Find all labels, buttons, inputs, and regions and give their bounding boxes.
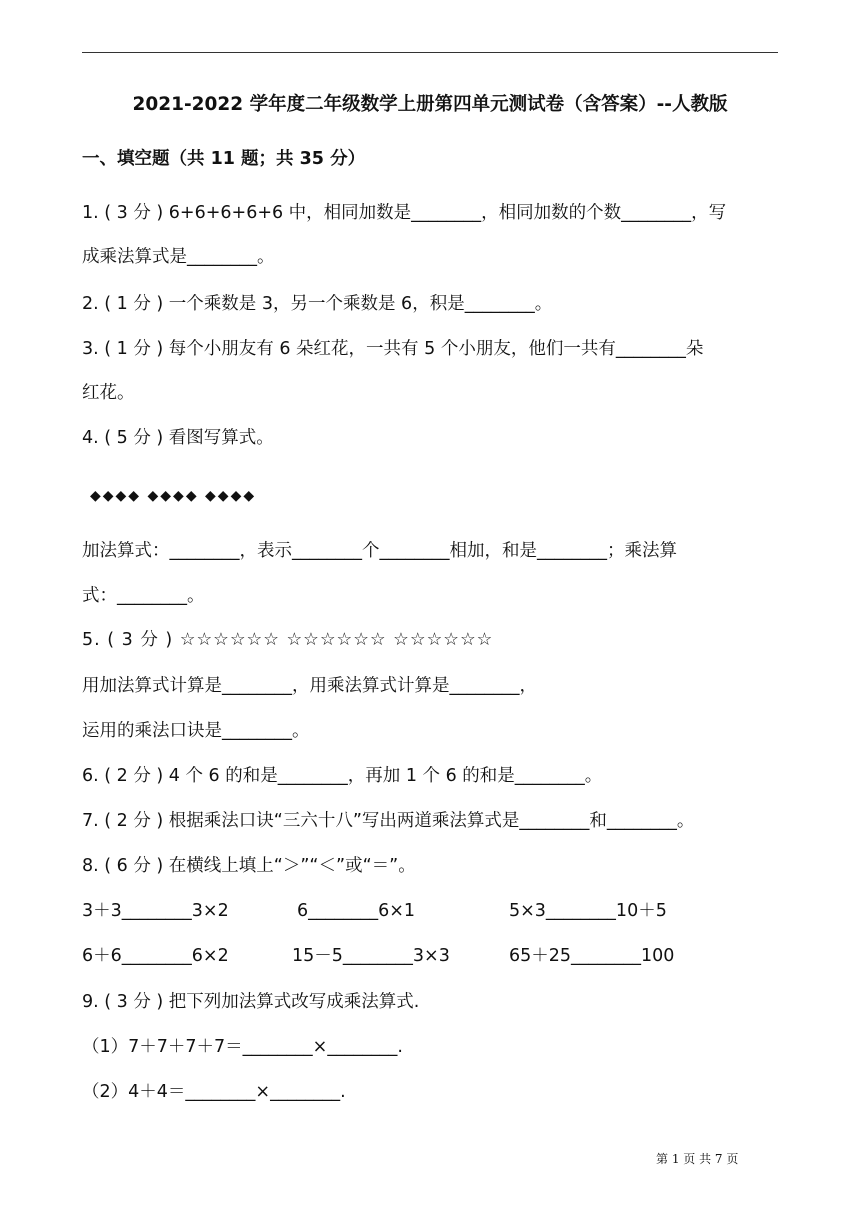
question-4: 4. ( 5 分 ) 看图写算式。 bbox=[82, 428, 274, 448]
question-8-item: 6________6×1 bbox=[297, 901, 416, 921]
question-1-line-1: 1. ( 3 分 ) 6+6+6+6+6 中，相同加数是________，相同加数的个数________，写 bbox=[82, 203, 727, 223]
question-9-part-1: （1）7＋7＋7＋7＝________×________. bbox=[82, 1037, 403, 1057]
question-3-line-1: 3. ( 1 分 ) 每个小朋友有 6 朵红花，一共有 5 个小朋友，他们一共有________朵 bbox=[82, 339, 704, 359]
question-9: 9. ( 3 分 ) 把下列加法算式改写成乘法算式. bbox=[82, 992, 420, 1012]
question-2: 2. ( 1 分 ) 一个乘数是 3，另一个乘数是 6，积是________。 bbox=[82, 294, 553, 314]
section-heading: 一、填空题（共 11 题；共 35 分） bbox=[82, 149, 366, 169]
question-8-item: 3＋3________3×2 bbox=[82, 901, 229, 921]
question-8-item: 5×3________10＋5 bbox=[509, 901, 667, 921]
question-8: 8. ( 6 分 ) 在横线上填上“＞”“＜”或“＝”。 bbox=[82, 856, 416, 876]
question-6: 6. ( 2 分 ) 4 个 6 的和是________，再加 1 个 6 的和是________。 bbox=[82, 766, 603, 786]
question-4-line-1: 加法算式：________，表示________个________相加，和是________；乘法算 bbox=[82, 541, 677, 561]
question-8-item: 6＋6________6×2 bbox=[82, 946, 229, 966]
question-4-line-2: 式：________。 bbox=[82, 586, 205, 606]
question-5-line-1: 用加法算式计算是________，用乘法算式计算是________， bbox=[82, 676, 537, 696]
question-5: 5. ( 3 分 ) ☆☆☆☆☆☆ ☆☆☆☆☆☆ ☆☆☆☆☆☆ bbox=[82, 630, 494, 650]
question-8-item: 15－5________3×3 bbox=[292, 946, 450, 966]
question-3-line-2: 红花。 bbox=[82, 383, 135, 403]
question-8-item: 65＋25________100 bbox=[509, 946, 675, 966]
diamond-icons: ◆◆◆◆ ◆◆◆◆ ◆◆◆◆ bbox=[90, 488, 257, 504]
question-7: 7. ( 2 分 ) 根据乘法口诀“三六十八”写出两道乘法算式是________和________。 bbox=[82, 811, 695, 831]
header-rule bbox=[82, 52, 778, 53]
question-1-line-2: 成乘法算式是________。 bbox=[82, 247, 275, 267]
question-5-line-2: 运用的乘法口诀是________。 bbox=[82, 721, 310, 741]
page-title: 2021-2022 学年度二年级数学上册第四单元测试卷（含答案）--人教版 bbox=[132, 94, 728, 115]
question-9-part-2: （2）4＋4＝________×________. bbox=[82, 1082, 346, 1102]
page-number: 第 1 页 共 7 页 bbox=[656, 1152, 739, 1166]
